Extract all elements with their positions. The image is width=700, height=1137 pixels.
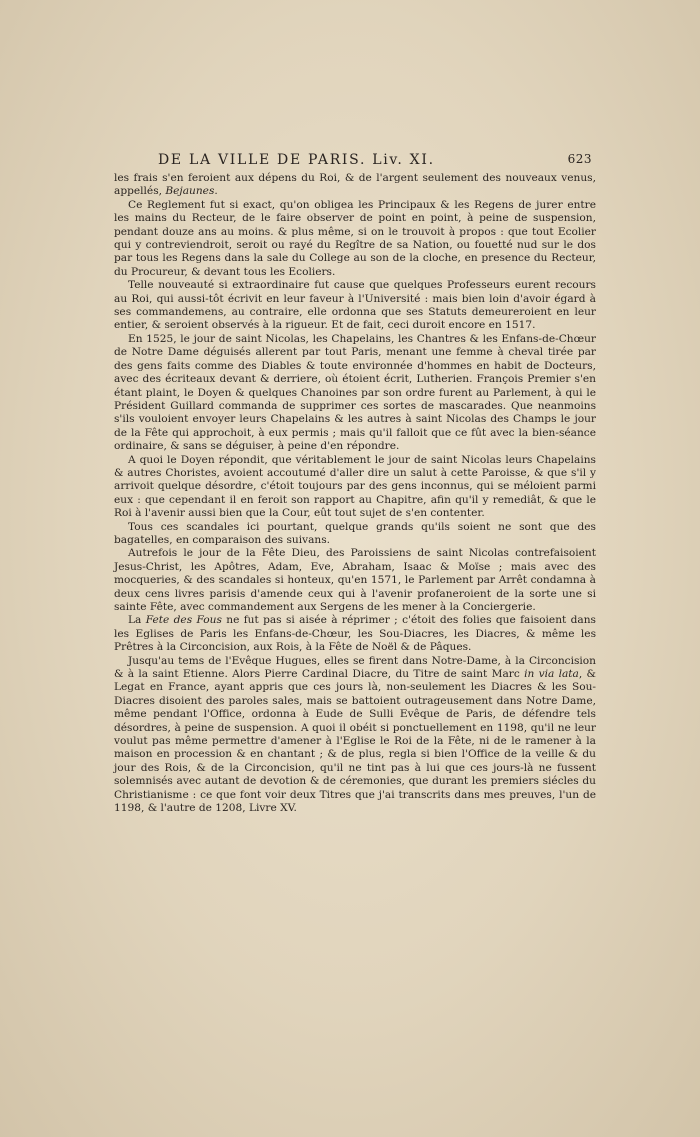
paragraph	[114, 454, 596, 521]
italic-text: Bejaunes	[165, 185, 215, 198]
paragraph-text: Telle nouveauté si extraordinaire fut cause que quelques Professeurs eurent recours au Roi, qui aussi-tôt écrivit en leur faveur à l'Université : mais bien loin d'avoir égard à ses commandemens, au contraire, elle ordonna que ses Statuts demeureroient en leur entier, & seroient observés à la rigueur. Et de fait, ceci duroit encore en 1517.	[114, 279, 596, 332]
page-number: 623	[567, 152, 592, 166]
paragraph	[114, 279, 596, 333]
paragraph	[114, 199, 596, 279]
paragraph	[114, 333, 596, 454]
paragraph-text: En 1525, le jour de saint Nicolas, les Chapelains, les Chantres & les Enfans-de-Chœur de Notre Dame déguisés allerent par tout Paris, menant une femme à cheval tirée par des gens faits comme des Diables & toute environnée d'hommes en habit de Docteurs, avec des écriteaux devant & derriere, où étoient écrit, Lutherien. François Premier s'en étant plaint, le Doyen & quelques Chanoines par son ordre furent au Parlement, à qui le Président Guillard commanda de supprimer ces sortes de mascarades. Que neanmoins s'ils vouloient envoyer leurs Chapelains & les autres à saint Nicolas des Champs le jour de la Fête qui approchoit, à eux permis ; mais qu'il falloit que ce fût avec la bien-séance ordinaire, & sans se déguiser, à peine d'en répondre.	[114, 332, 596, 453]
paragraph-text: Jusqu'au tems de l'Evêque Hugues, elles se firent dans Notre-Dame, à la Circoncision & à la saint Etienne. Alors Pierre Cardinal Diacre, du Titre de saint Marc	[114, 654, 596, 681]
paragraph-text: La	[128, 614, 146, 627]
paragraph-text: Tous ces scandales ici pourtant, quelque grands qu'ils soient ne sont que des bagatelles, en comparaison des suivans.	[114, 520, 596, 546]
paragraph	[114, 655, 596, 816]
running-head	[114, 150, 596, 172]
paragraph-text: .	[214, 185, 218, 198]
paragraph	[114, 547, 596, 614]
paragraph	[114, 614, 596, 654]
paragraph-text: Autrefois le jour de la Fête Dieu, des Paroissiens de saint Nicolas contrefaisoient Jesus-Christ, les Apôtres, Adam, Eve, Abraham, Isaac & Moïse ; mais avec des mocqueries, & des scandales si honteux, qu'en 1571, le Parlement par Arrêt condamna à deux cens livres parisis d'amende ceux qui à l'avenir profaneroient de la sorte une si sainte Fête, avec commandement aux Sergens de les mener à la Conciergerie.	[114, 547, 596, 613]
italic-text: in via lata	[524, 668, 579, 681]
paragraph-text: , & Legat en France, ayant appris que ces jours là, non-seulement les Diacres & les Sou-Diacres disoient des paroles sales, mais se battoient outrageusement dans Notre Dame, même pendant l'Office, ordonna à Eude de Sulli Evêque de Paris, de défendre tels désordres, à peine de suspension. A quoi il obéit si ponctuellement en 1198, qu'il ne leur voulut pas même permettre d'amener à l'Eglise le Roi de la Fête, ni de le ramener à la maison en procession & en chantant ; & de plus, regla si bien l'Office de la veille & du jour des Rois, & de la Circoncision, qu'il ne tint pas à lui que ces jours-là ne fussent solemnisés avec autant de devotion & de céremonies, que durant les premiers siécles du Christianisme : ce que font voir deux Titres que j'ai transcrits dans mes preuves, l'un de 1198, & l'autre de 1208, Livre XV.	[114, 668, 596, 815]
text-block	[114, 150, 596, 816]
paragraph-text: ne fut pas si aisée à réprimer ; c'étoit des folies que faisoient dans les Eglises de Paris les Enfans-de-Chœur, les Sou-Diacres, les Diacres, & même les Prêtres à la Circoncision, aux Rois, à la Fête de Noël & de Pâques.	[114, 614, 596, 654]
italic-text: Fete des Fous	[145, 614, 222, 627]
paragraph-text: A quoi le Doyen répondit, que véritablement le jour de saint Nicolas leurs Chapelains & autres Choristes, avoient accoutumé d'aller dire un salut à cette Paroisse, & que s'il y arrivoit quelque désordre, c'étoit toujours par des gens inconnus, qui se méloient parmi eux : que cependant il en feroit son rapport au Chapitre, afin qu'il y remediât, & que le Roi à l'avenir aussi bien que la Cour, eût tout sujet de s'en contenter.	[114, 453, 596, 520]
paragraph	[114, 521, 596, 548]
running-head-title: DE LA VILLE DE PARIS. Liv. XI.	[158, 152, 435, 168]
paragraph-text: Ce Reglement fut si exact, qu'on obligea les Principaux & les Regens de jurer entre les mains du Recteur, de le faire observer de point en point, à peine de suspension, pendant douze ans au moins. & plus même, si on le trouvoit à propos : que tout Ecolier qui y contreviendroit, seroit ou rayé du Regître de sa Nation, ou fouetté nud sur le dos par tous les Regens dans la sale du College au son de la cloche, en presence du Recteur, du Procureur, & devant tous les Ecoliers.	[114, 198, 596, 278]
body-text	[114, 172, 596, 816]
paragraph-text: les frais s'en feroient aux dépens du Roi, & de l'argent seulement des nouveaux venus, appellés,	[114, 172, 596, 198]
paragraph	[114, 172, 596, 199]
